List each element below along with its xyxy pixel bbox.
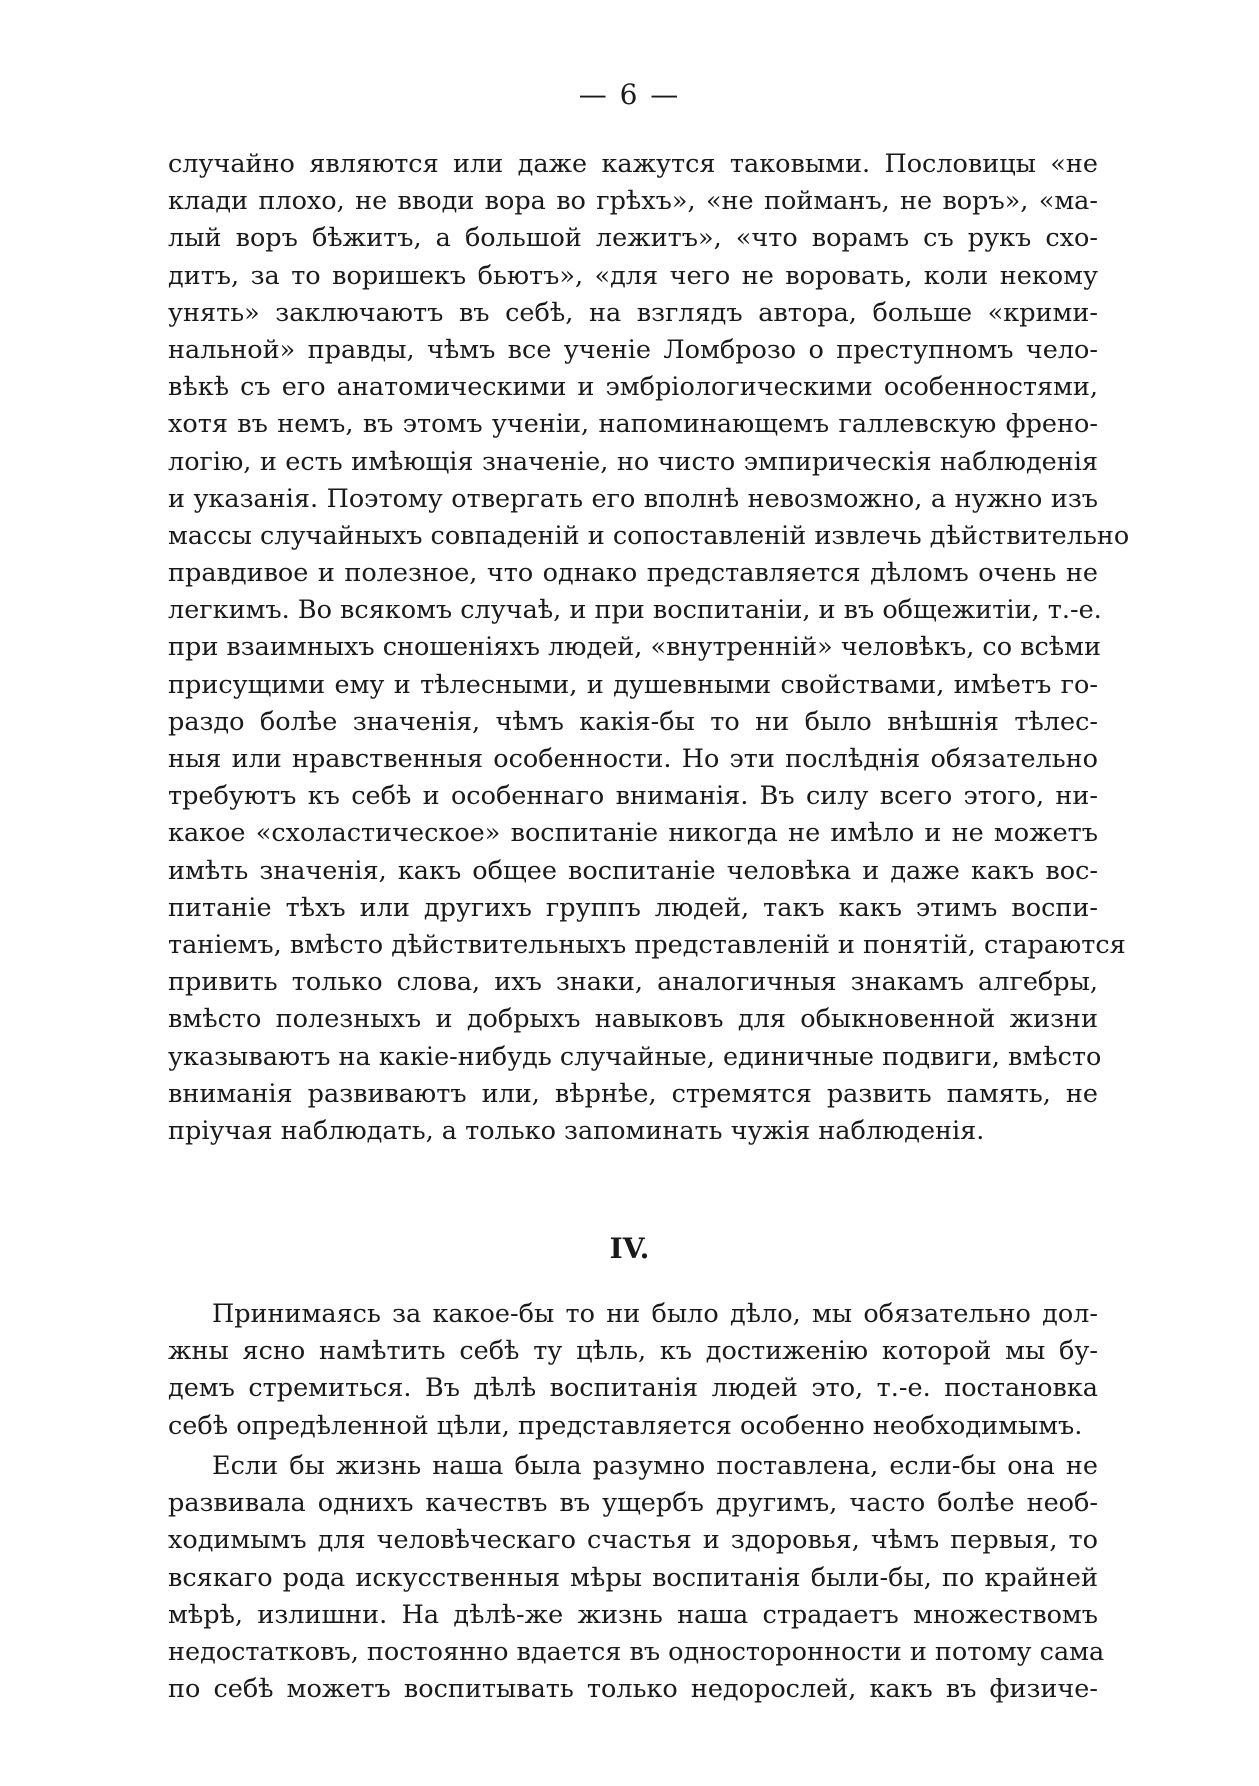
text-line: и указанія. Поэтому отвергать его вполнѣ невозможно, а нужно изъ [168, 483, 1098, 514]
text-line: таніемъ, вмѣсто дѣйствительныхъ представленій и понятій, стараются [168, 929, 1126, 960]
text-line: нальной» правды, чѣмъ все ученіе Ломброзо о преступномъ чело- [168, 334, 1098, 365]
text-line: ходимымъ для человѣческаго счастья и здоровья, чѣмъ первыя, то [168, 1525, 1098, 1556]
text-line: какое «схоластическое» воспитаніе никогда не имѣло и не можетъ [168, 818, 1098, 849]
text-line: привить только слова, ихъ знаки, аналогичныя знакамъ алгебры, [168, 967, 1098, 998]
text-line: себѣ опредѣленной цѣли, представляется особенно необходимымъ. [168, 1410, 1083, 1441]
text-line: легкимъ. Во всякомъ случаѣ, и при воспитаніи, и въ общежитіи, т.-е. [168, 595, 1102, 626]
text-line: случайно являются или даже кажутся таковыми. Пословицы «не [168, 149, 1098, 179]
text-line: имѣть значенія, какъ общее воспитаніе человѣка и даже какъ вос- [168, 855, 1098, 886]
text-line: вниманія развиваютъ или, вѣрнѣе, стремятся развить память, не [168, 1078, 1098, 1109]
text-line: питаніе тѣхъ или другихъ группъ людей, такъ какъ этимъ воспи- [168, 892, 1098, 923]
continued-paragraph [168, 146, 1130, 1150]
text-line: указываютъ на какіе-нибудь случайные, единичные подвиги, вмѣсто [168, 1041, 1102, 1072]
text-line: хотя въ немъ, въ этомъ ученіи, напоминающемъ галлевскую френо- [168, 409, 1098, 440]
paragraph-life [168, 1448, 1105, 1708]
text-line: развивала однихъ качествъ въ ущербъ другимъ, часто болѣе необ- [168, 1488, 1098, 1519]
section-heading: IV. [609, 1232, 650, 1265]
page-number: — 6 — [578, 78, 681, 111]
text-line: раздо болѣе значенія, чѣмъ какія-бы то ни было внѣшнія тѣлес- [168, 706, 1098, 737]
text-line: требуютъ къ себѣ и особеннаго вниманія. Въ силу всего этого, ни- [168, 781, 1098, 812]
text-line: логію, и есть имѣющія значеніе, но чисто эмпирическія наблюденія [168, 446, 1098, 477]
text-line: ныя или нравственныя особенности. Но эти послѣднія обязательно [168, 744, 1098, 774]
text-line: вѣкѣ съ его анатомическими и эмбріологическими особенностями, [168, 372, 1098, 403]
text-line: при взаимныхъ сношеніяхъ людей, «внутренній» человѣкъ, со всѣми [168, 632, 1102, 663]
text-line: вмѣсто полезныхъ и добрыхъ навыковъ для обыкновенной жизни [168, 1004, 1098, 1035]
text-line: Если бы жизнь наша была разумно поставлена, если-бы она не [212, 1451, 1098, 1481]
text-line: клади плохо, не вводи вора во грѣхъ», «не пойманъ, не воръ», «ма- [168, 186, 1098, 217]
text-line: мѣрѣ, излишни. На дѣлѣ-же жизнь наша страдаетъ множествомъ [168, 1599, 1098, 1630]
text-line: всякаго рода искусственныя мѣры воспитанія были-бы, по крайней [168, 1562, 1098, 1593]
text-line: Принимаясь за какое-бы то ни было дѣло, мы обязательно дол- [212, 1299, 1098, 1329]
text-line: жны ясно намѣтить себѣ ту цѣль, къ достиженію которой мы бу- [168, 1336, 1098, 1367]
text-line: массы случайныхъ совпаденій и сопоставленій извлечь дѣйствительно [168, 520, 1130, 551]
text-line: унять» заключаютъ въ себѣ, на взглядъ автора, больше «крими- [168, 297, 1098, 328]
text-line: пріучая наблюдать, а только запоминать чужія наблюденія. [168, 1115, 985, 1146]
text-line: дитъ, за то воришекъ бьютъ», «для чего не воровать, коли некому [168, 260, 1098, 291]
text-line: демъ стремиться. Въ дѣлѣ воспитанія людей это, т.-е. постановка [168, 1373, 1098, 1404]
text-line: правдивое и полезное, что однако представляется дѣломъ очень не [168, 558, 1098, 589]
text-line: присущими ему и тѣлесными, и душевными свойствами, имѣетъ го- [168, 669, 1098, 700]
text-line: недостатковъ, постоянно вдается въ односторонности и потому сама [168, 1636, 1105, 1667]
paragraph-goal [168, 1296, 1098, 1445]
text-line: по себѣ можетъ воспитывать только недорослей, какъ въ физиче- [168, 1674, 1098, 1705]
text-line: лый воръ бѣжитъ, а большой лежитъ», «что ворамъ съ рукъ схо- [168, 223, 1098, 254]
